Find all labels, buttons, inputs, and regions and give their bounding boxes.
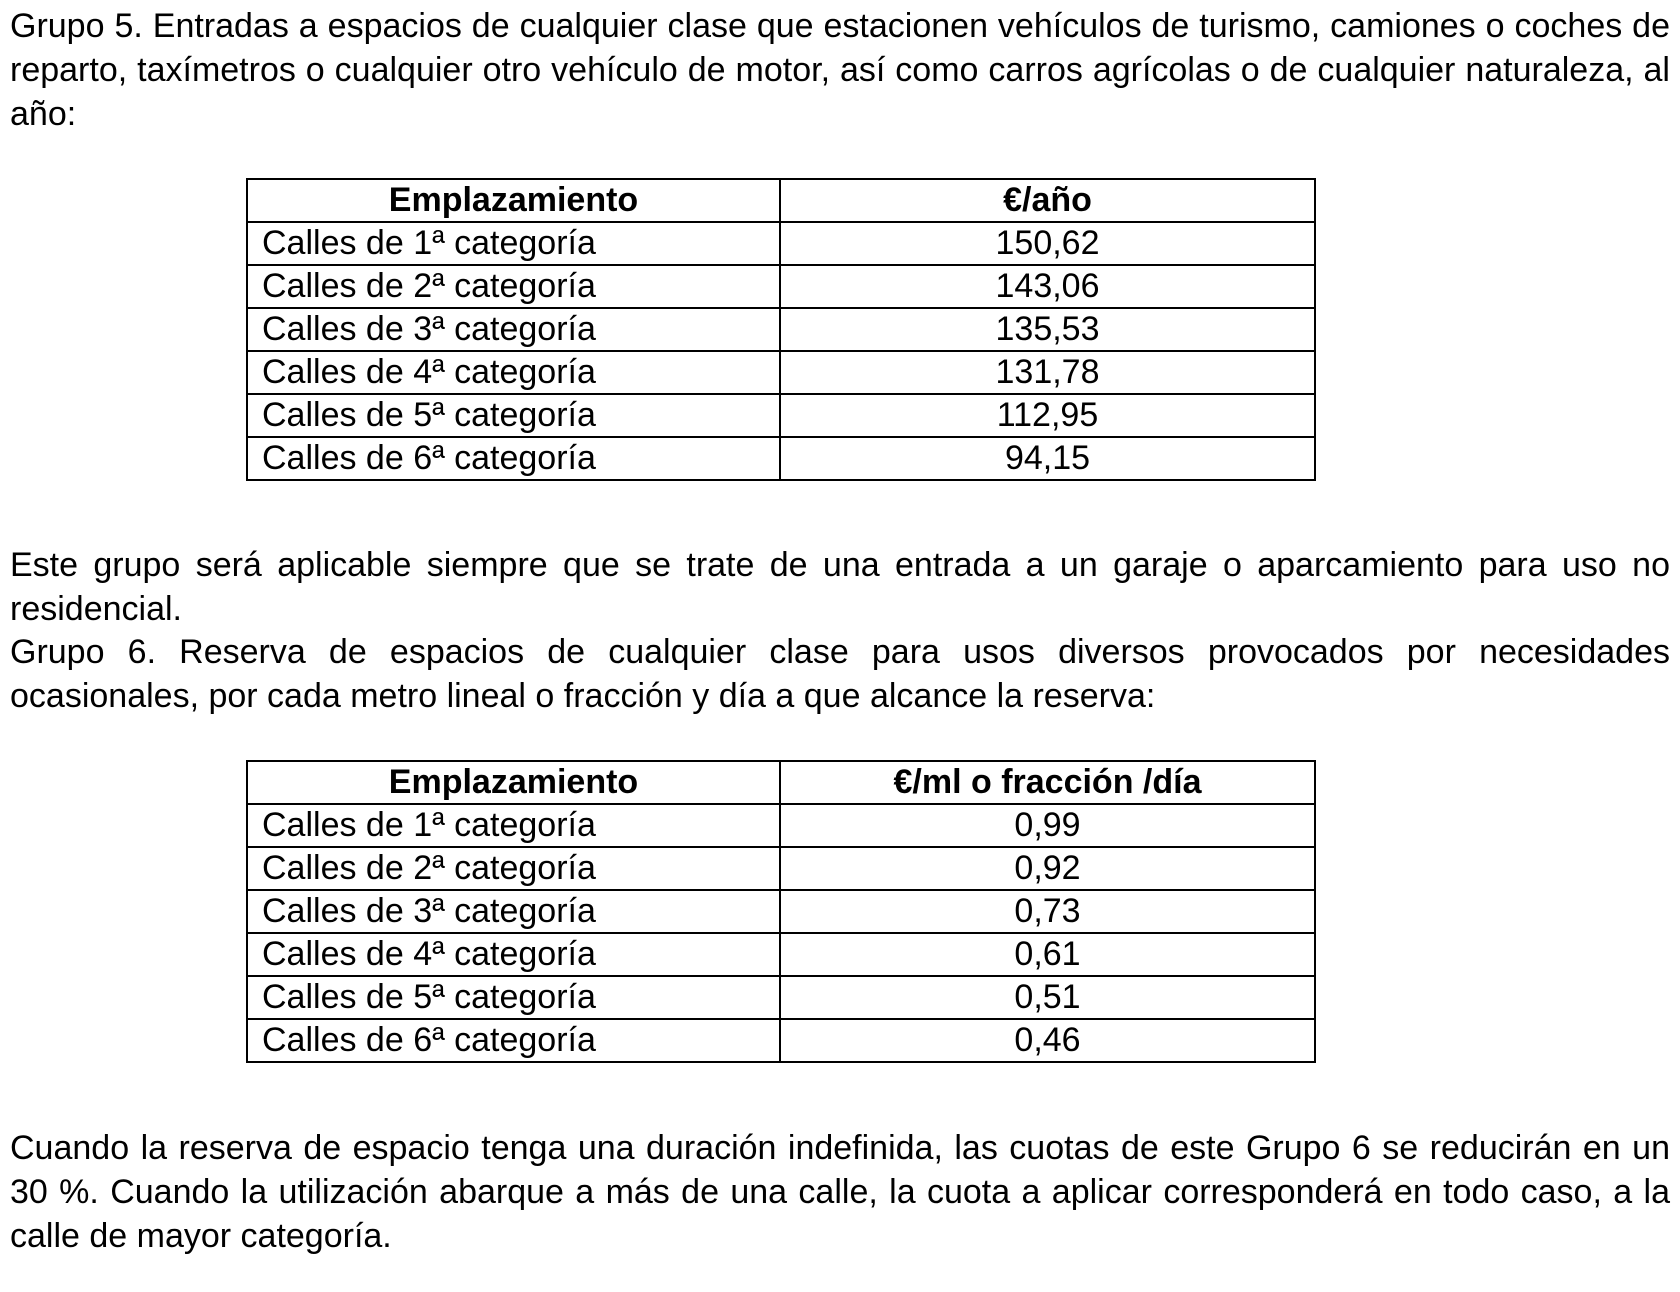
grupo6-intro-paragraph: Grupo 6. Reserva de espacios de cualquier clase para usos diversos provocados por necesidades ocasionales, por cada metro lineal o fracción y día a que alcance la reserva:: [10, 633, 1670, 715]
grupo5-note-paragraph: Este grupo será aplicable siempre que se trate de una entrada a un garaje o aparcamiento para uso no residencial.: [10, 546, 1670, 628]
rate-value-cell: 143,06: [780, 265, 1315, 308]
table-row: [247, 933, 1315, 976]
table-row: [247, 265, 1315, 308]
column-header-emplazamiento: Emplazamiento: [247, 761, 780, 804]
rate-value-cell: 94,15: [780, 437, 1315, 480]
street-category-cell: Calles de 4ª categoría: [247, 351, 780, 394]
street-category-cell: Calles de 3ª categoría: [247, 890, 780, 933]
rate-value-cell: 0,61: [780, 933, 1315, 976]
rate-value-cell: 0,92: [780, 847, 1315, 890]
grupo6-rates-table: [246, 760, 1316, 1063]
column-header-euro-ml-dia: €/ml o fracción /día: [780, 761, 1315, 804]
street-category-cell: Calles de 2ª categoría: [247, 847, 780, 890]
street-category-cell: Calles de 6ª categoría: [247, 437, 780, 480]
street-category-cell: Calles de 3ª categoría: [247, 308, 780, 351]
table-row: [247, 351, 1315, 394]
column-header-emplazamiento: Emplazamiento: [247, 179, 780, 222]
street-category-cell: Calles de 1ª categoría: [247, 804, 780, 847]
table-row: [247, 847, 1315, 890]
rate-value-cell: 131,78: [780, 351, 1315, 394]
grupo5-rates-table: [246, 178, 1316, 481]
table-header-row: [247, 179, 1315, 222]
table-row: [247, 394, 1315, 437]
table-row: [247, 976, 1315, 1019]
table-row: [247, 437, 1315, 480]
rate-value-cell: 112,95: [780, 394, 1315, 437]
rate-value-cell: 0,99: [780, 804, 1315, 847]
rate-value-cell: 0,46: [780, 1019, 1315, 1062]
column-header-euro-ano: €/año: [780, 179, 1315, 222]
rate-value-cell: 150,62: [780, 222, 1315, 265]
rate-value-cell: 0,51: [780, 976, 1315, 1019]
table-row: [247, 308, 1315, 351]
table-row: [247, 222, 1315, 265]
street-category-cell: Calles de 5ª categoría: [247, 394, 780, 437]
grupo6-note-paragraph: Cuando la reserva de espacio tenga una duración indefinida, las cuotas de este Grupo 6 se reducirán en un 30 %. Cuando la utilización abarque a más de una calle, la cuota a aplicar corresponderá en todo caso, a la calle de mayor categoría.: [10, 1129, 1670, 1255]
table-row: [247, 1019, 1315, 1062]
street-category-cell: Calles de 2ª categoría: [247, 265, 780, 308]
grupo5-intro-paragraph: Grupo 5. Entradas a espacios de cualquier clase que estacionen vehículos de turismo, camiones o coches de reparto, taxímetros o cualquier otro vehículo de motor, así como carros agrícolas o de cualquier naturaleza, al año:: [10, 7, 1670, 133]
table-row: [247, 890, 1315, 933]
rate-value-cell: 135,53: [780, 308, 1315, 351]
street-category-cell: Calles de 1ª categoría: [247, 222, 780, 265]
table-header-row: [247, 761, 1315, 804]
street-category-cell: Calles de 4ª categoría: [247, 933, 780, 976]
street-category-cell: Calles de 5ª categoría: [247, 976, 780, 1019]
table-row: [247, 804, 1315, 847]
street-category-cell: Calles de 6ª categoría: [247, 1019, 780, 1062]
rate-value-cell: 0,73: [780, 890, 1315, 933]
